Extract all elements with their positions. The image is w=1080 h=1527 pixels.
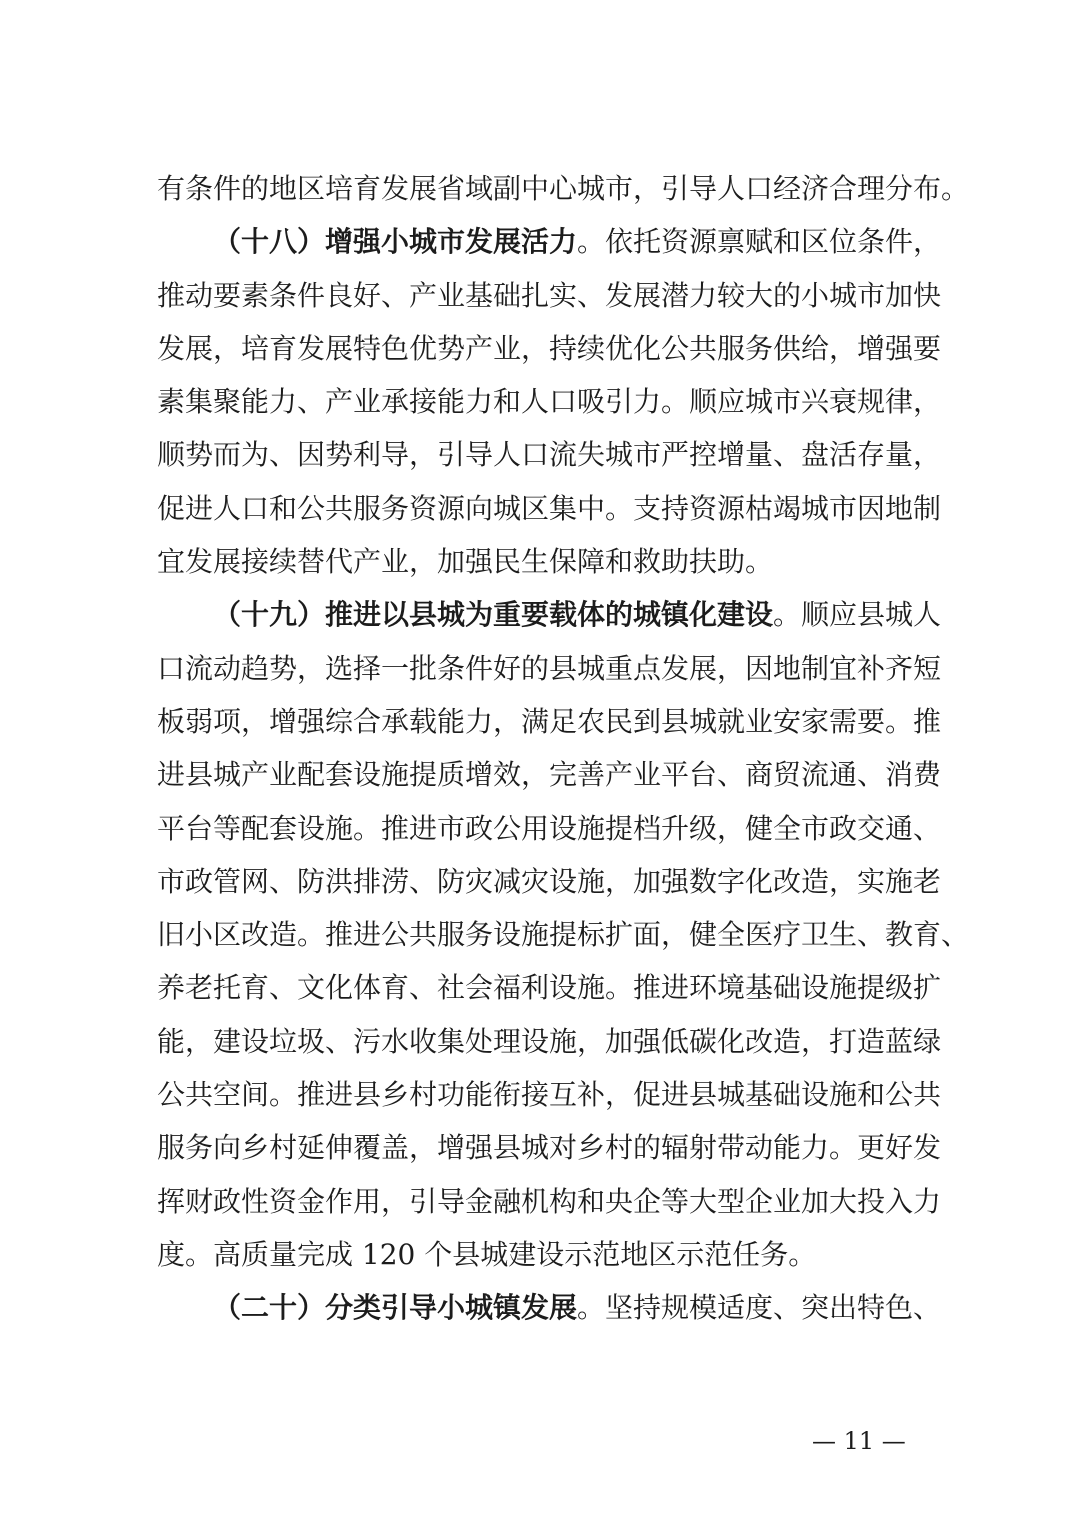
- paragraph-text: 公共空间。推进县乡村功能衔接互补，促进县城基础设施和公共: [157, 1078, 942, 1112]
- paragraph-text: 口流动趋势，选择一批条件好的县城重点发展，因地制宜补齐短: [157, 651, 942, 685]
- text-line: [157, 1175, 942, 1228]
- text-line: [157, 908, 970, 961]
- text-line: [157, 748, 942, 801]
- paragraph-text: 能，建设垃圾、污水收集处理设施，加强低碳化改造，打造蓝绿: [157, 1024, 942, 1058]
- text-line: [157, 482, 942, 535]
- text-line: [157, 1121, 942, 1174]
- paragraph-text: 市政管网、防洪排涝、防灾减灾设施，加强数字化改造，实施老: [157, 864, 942, 898]
- paragraph-text: 养老托育、文化体育、社会福利设施。推进环境基础设施提级扩: [157, 971, 942, 1005]
- body-text: [157, 162, 970, 1335]
- text-line: [157, 1281, 942, 1334]
- text-line: [157, 1228, 925, 1281]
- paragraph-text: 。依托资源禀赋和区位条件，: [577, 225, 942, 259]
- text-line: [157, 269, 942, 322]
- text-line: [157, 1068, 942, 1121]
- page-number: — 11 —: [812, 1427, 906, 1455]
- text-line: [157, 162, 970, 215]
- paragraph-text: 。顺应县城人: [773, 598, 942, 632]
- text-line: [157, 535, 925, 588]
- section-heading: （二十）分类引导小城镇发展: [213, 1291, 578, 1325]
- paragraph-text: 素集聚能力、产业承接能力和人口吸引力。顺应城市兴衰规律，: [157, 385, 942, 419]
- paragraph-text: 发展，培育发展特色优势产业，持续优化公共服务供给，增强要: [157, 331, 942, 365]
- paragraph-text: 有条件的地区培育发展省域副中心城市，引导人口经济合理分布。: [157, 172, 970, 205]
- paragraph-text: 板弱项，增强综合承载能力，满足农民到县城就业安家需要。推: [157, 704, 942, 738]
- paragraph-text: 服务向乡村延伸覆盖，增强县城对乡村的辐射带动能力。更好发: [157, 1131, 942, 1165]
- text-line: [157, 588, 942, 641]
- section-heading: （十八）增强小城市发展活力: [213, 225, 578, 259]
- paragraph-text: 宜发展接续替代产业，加强民生保障和救助扶助。: [157, 545, 774, 579]
- paragraph-text: 顺势而为、因势利导，引导人口流失城市严控增量、盘活存量，: [157, 438, 942, 472]
- text-line: [157, 1015, 942, 1068]
- text-line: [157, 642, 942, 695]
- text-line: [157, 695, 942, 748]
- paragraph-text: 推动要素条件良好、产业基础扎实、发展潜力较大的小城市加快: [157, 278, 942, 312]
- paragraph-text: 进县城产业配套设施提质增效，完善产业平台、商贸流通、消费: [157, 758, 942, 792]
- text-line: [157, 428, 942, 481]
- text-line: [157, 961, 942, 1014]
- paragraph-text: 促进人口和公共服务资源向城区集中。支持资源枯竭城市因地制: [157, 491, 942, 525]
- paragraph-text: 挥财政性资金作用，引导金融机构和央企等大型企业加大投入力: [157, 1184, 942, 1218]
- text-line: [157, 375, 942, 428]
- text-line: [157, 855, 942, 908]
- paragraph-text: 平台等配套设施。推进市政公用设施提档升级，健全市政交通、: [157, 811, 942, 845]
- text-line: [157, 215, 942, 268]
- paragraph-text: 。坚持规模适度、突出特色、: [577, 1291, 942, 1325]
- text-line: [157, 322, 942, 375]
- paragraph-text: 旧小区改造。推进公共服务设施提标扩面，健全医疗卫生、教育、: [157, 918, 970, 952]
- section-heading: （十九）推进以县城为重要载体的城镇化建设: [213, 598, 774, 632]
- paragraph-text: 度。高质量完成 120 个县城建设示范地区示范任务。: [157, 1237, 817, 1271]
- text-line: [157, 802, 942, 855]
